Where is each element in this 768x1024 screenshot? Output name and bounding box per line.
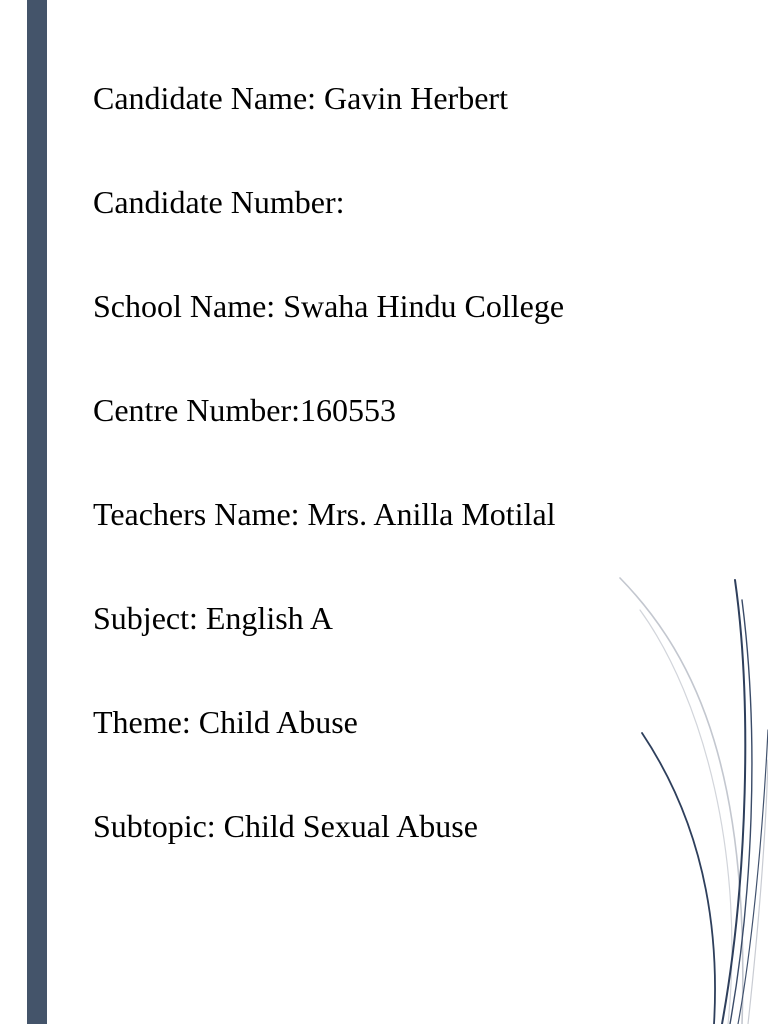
- swoosh-dark-stroke-1: [722, 580, 745, 1024]
- candidate-number-field: Candidate Number:: [93, 184, 345, 220]
- swoosh-light-stroke-2: [640, 610, 732, 1024]
- teachers-name-field: Teachers Name: Mrs. Anilla Motilal: [93, 496, 556, 532]
- subtopic-field: Subtopic: Child Sexual Abuse: [93, 808, 478, 844]
- swoosh-light-stroke-1: [620, 578, 743, 1024]
- swoosh-dark-stroke-2: [730, 600, 752, 1024]
- swoosh-light-stroke-3: [748, 760, 768, 1024]
- school-name-field: School Name: Swaha Hindu College: [93, 288, 565, 324]
- theme-field: Theme: Child Abuse: [93, 704, 358, 740]
- swoosh-dark-stroke-3: [642, 733, 715, 1024]
- candidate-name-field: Candidate Name: Gavin Herbert: [93, 80, 508, 116]
- subject-field: Subject: English A: [93, 600, 333, 636]
- centre-number-field: Centre Number:160553: [93, 392, 397, 428]
- swoosh-dark-stroke-4: [738, 730, 768, 1024]
- cover-field-list: [93, 78, 564, 846]
- left-accent-bar: [27, 0, 47, 1024]
